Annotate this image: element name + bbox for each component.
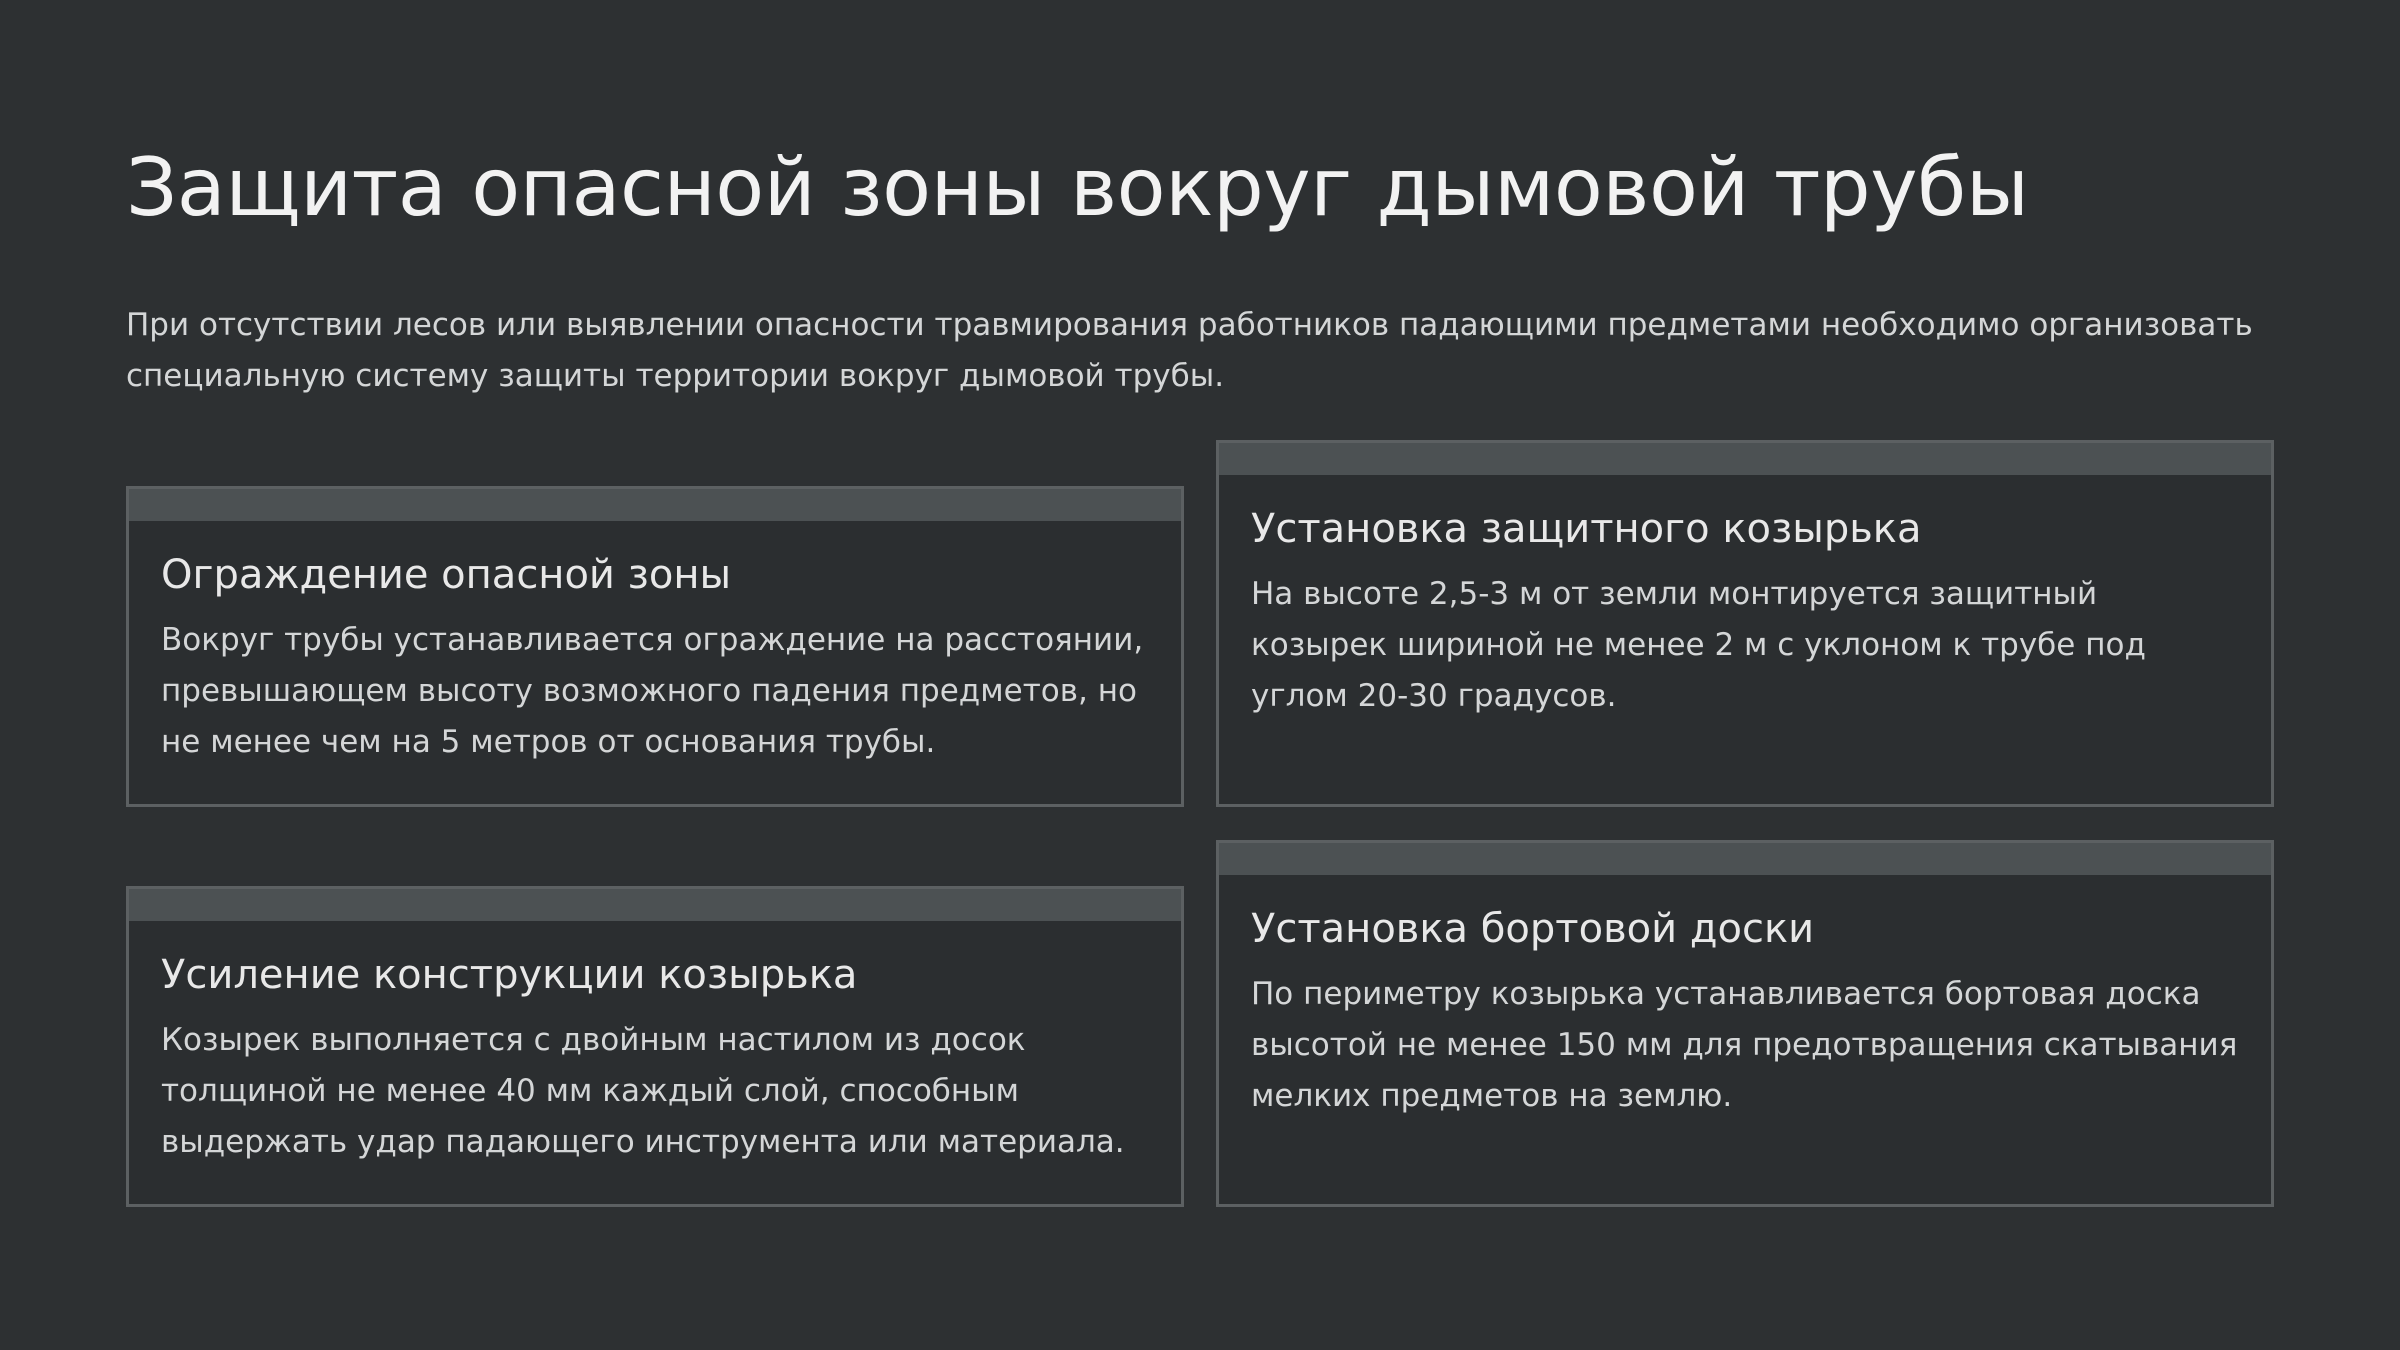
card-body [129, 521, 1181, 798]
card-header-bar [1219, 843, 2271, 875]
card-canopy-install [1216, 440, 2274, 807]
card-header-bar [129, 489, 1181, 521]
card-text: На высоте 2,5-3 м от земли монтируется защитный козырек шириной не менее 2 м с уклоном к трубе под углом 20-30 градусов. [1251, 576, 2146, 714]
card-header-bar [1219, 443, 2271, 475]
card-text: Козырек выполняется с двойным настилом из досок толщиной не менее 40 мм каждый слой, способным выдержать удар падающего инструмента или материала. [161, 1022, 1125, 1160]
card-title: Установка защитного козырька [1251, 506, 1922, 552]
card-header-bar [129, 889, 1181, 921]
card-title: Усиление конструкции козырька [161, 952, 858, 998]
card-title: Ограждение опасной зоны [161, 552, 732, 598]
card-body [1219, 475, 2271, 752]
card-toeboard-install [1216, 840, 2274, 1207]
card-text: По периметру козырька устанавливается бортовая доска высотой не менее 150 мм для предотвращения скатывания мелких предметов на землю. [1251, 976, 2238, 1114]
card-body [129, 921, 1181, 1198]
page-title: Защита опасной зоны вокруг дымовой трубы [126, 141, 2029, 234]
card-body [1219, 875, 2271, 1152]
intro-paragraph: При отсутствии лесов или выявлении опасности травмирования работников падающими предметами необходимо организовать специальную систему защиты территории вокруг дымовой трубы. [126, 307, 2253, 394]
card-title: Установка бортовой доски [1251, 906, 1815, 952]
card-text: Вокруг трубы устанавливается ограждение на расстоянии, превышающем высоту возможного падения предметов, но не менее чем на 5 метров от основания трубы. [161, 622, 1144, 760]
card-canopy-reinforcement [126, 886, 1184, 1207]
card-fencing [126, 486, 1184, 807]
